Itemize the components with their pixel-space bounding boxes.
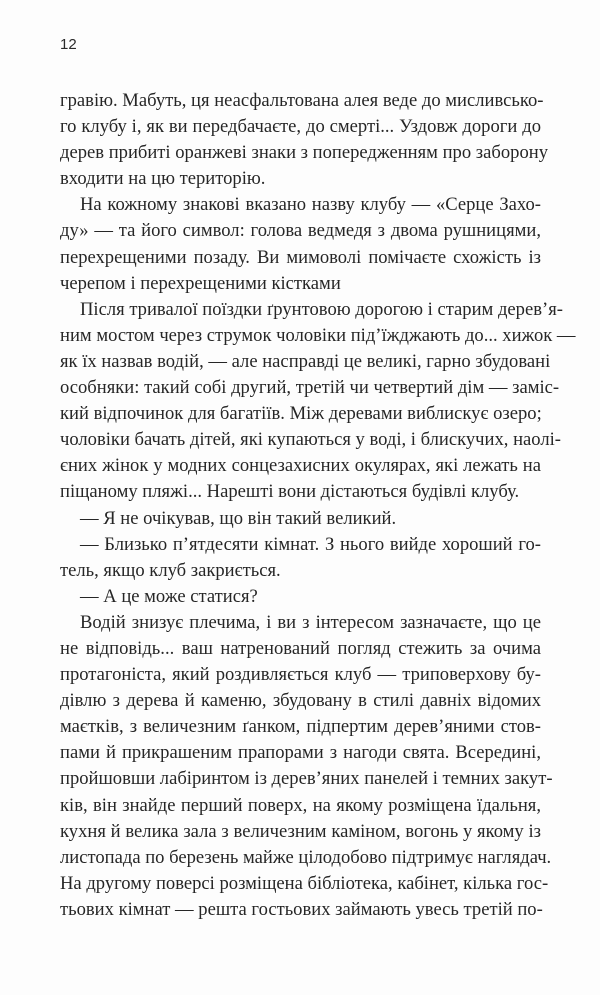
text-line: — Я не очікував, що він такий великий. [80,507,397,529]
text-line: дерев прибиті оранжеві знаки з попередженням про заборону [60,142,548,164]
text-line: ним мостом через струмок чоловіки під’їжджають до... хижок — [60,324,576,346]
text-line: Після тривалої поїздки ґрунтовою дорогою і старим дерев’я- [80,298,563,320]
page-number: 12 [60,36,77,53]
text-line: — А це може статися? [80,585,258,607]
text-line: пройшовши лабіринтом із дерев’яних панелей і темних закут- [60,768,553,790]
text-line: ду» — та його символ: голова ведмедя з двома рушницями, [60,220,541,242]
text-line: черепом і перехрещеними кістками [60,272,341,294]
text-line: протагоніста, який роздивляється клуб — триповерхову бу- [60,664,541,686]
text-line: кий відпочинок для багатіїв. Між деревами виблискує озеро; [60,403,542,425]
body-text [60,88,576,923]
text-line: пами й прикрашеним прапорами з нагоди свята. Всередині, [60,742,541,764]
text-line: особняки: такий собі другий, третій чи четвертий дім — заміс- [60,377,560,399]
text-line: перехрещеними позаду. Ви мимоволі помічаєте схожість із [60,246,541,268]
text-line: гравію. Мабуть, ця неасфальтована алея веде до мисливсько- [60,90,544,111]
text-line: го клубу і, як ви передбачаєте, до смерті... Уздовж дороги до [60,116,541,138]
text-line: маєтків, з величезним ґанком, підпертим дерев’яними стов- [60,716,541,738]
text-line: Водій знизує плечима, і ви з інтересом зазначаєте, що це [80,611,541,633]
text-line: єних жінок у модних сонцезахисних окулярах, які лежать на [60,455,541,477]
text-line: кухня й велика зала з величезним каміном, вогонь у якому із [60,820,541,842]
text-line: ків, він знайде перший поверх, на якому розміщена їдальня, [60,794,541,816]
text-line: На другому поверсі розміщена бібліотека, кабінет, кілька гос- [60,872,549,894]
text-line: тель, якщо клуб закриється. [60,559,281,581]
text-line: листопада по березень майже цілодобово підтримує наглядач. [60,846,552,868]
text-line: дівлю з дерева й каменю, збудовану в стилі давніх відомих [60,690,541,712]
text-line: як їх назвав водій, — але насправді це великі, гарно збудовані [60,350,551,372]
text-line: входити на цю територію. [60,168,266,190]
text-line: піщаному пляжі... Нарешті вони дістаються будівлі клубу. [60,481,520,503]
text-line: — Близько п’ятдесяти кімнат. З нього вийде хороший го- [80,533,541,555]
text-line: На кожному знакові вказано назву клубу — «Серце Захо- [80,194,541,216]
text-line: не відповідь... ваш натренований погляд стежить за очима [60,637,541,659]
text-line: чоловіки бачать дітей, які купаються у воді, і блискучих, наолі- [60,429,561,451]
text-line: тьових кімнат — решта гостьових займають увесь третій по- [60,898,543,920]
